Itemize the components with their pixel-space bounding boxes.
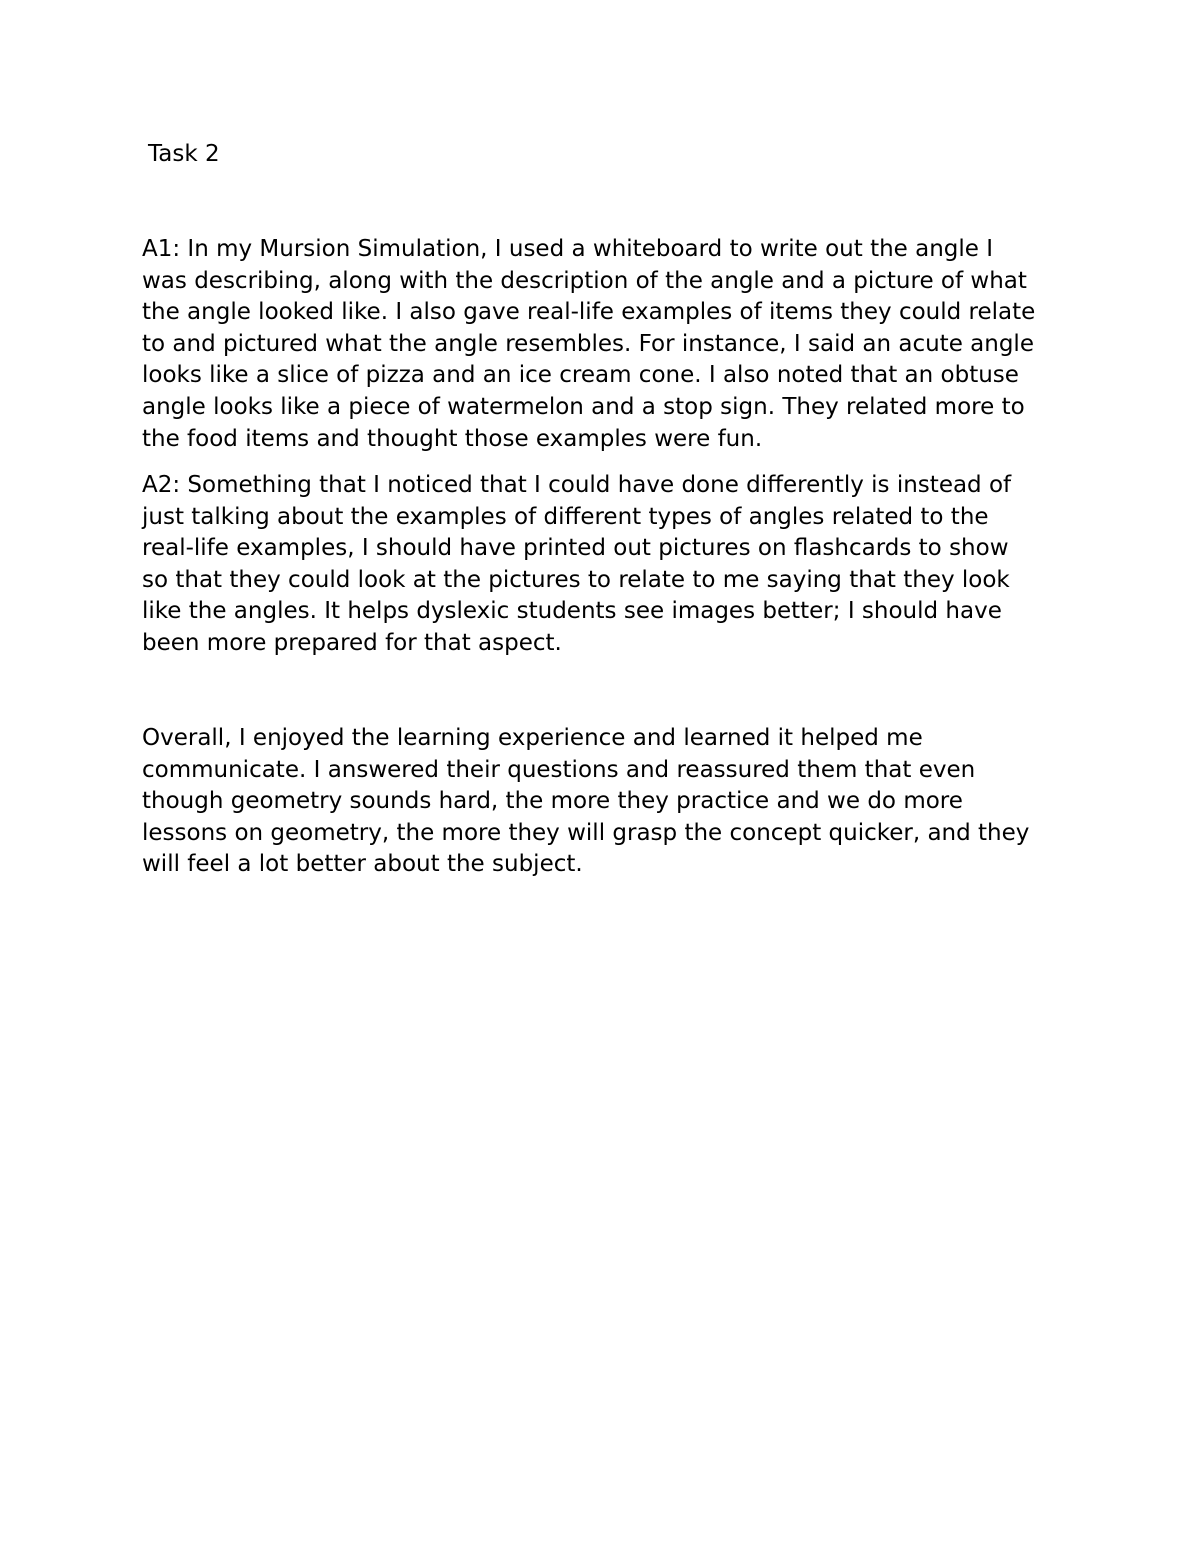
paragraph-line: been more prepared for that aspect.	[142, 629, 562, 656]
paragraph-line: Overall, I enjoyed the learning experience and learned it helped me	[142, 725, 923, 751]
paragraph-line: was describing, along with the description of the angle and a picture of what	[142, 267, 1027, 294]
paragraph-line: the angle looked like. I also gave real-life examples of items they could relate	[142, 299, 1036, 326]
paragraph-a2	[142, 470, 1011, 660]
paragraph-line: like the angles. It helps dyslexic students see images better; I should have	[142, 598, 1002, 625]
paragraph-line: A2: Something that I noticed that I could have done differently is instead of	[142, 472, 1012, 498]
paragraph-line: communicate. I answered their questions and reassured them that even	[142, 756, 976, 783]
paragraph-line: so that they could look at the pictures to relate to me saying that they look	[142, 566, 1010, 593]
paragraph-line: will feel a lot better about the subject.	[142, 851, 583, 878]
paragraph-a1	[142, 234, 1035, 455]
paragraph-line: the food items and thought those examples were fun.	[142, 425, 763, 452]
paragraph-line: A1: In my Mursion Simulation, I used a whiteboard to write out the angle I	[142, 236, 994, 262]
paragraph-line: looks like a slice of pizza and an ice cream cone. I also noted that an obtuse	[142, 362, 1019, 389]
paragraph-overall	[142, 723, 1029, 881]
document-title: Task 2	[148, 141, 220, 167]
paragraph-line: angle looks like a piece of watermelon and a stop sign. They related more to	[142, 393, 1025, 420]
paragraph-line: just talking about the examples of different types of angles related to the	[142, 503, 989, 530]
paragraph-line: real-life examples, I should have printed out pictures on flashcards to show	[142, 535, 1009, 562]
paragraph-line: to and pictured what the angle resembles. For instance, I said an acute angle	[142, 330, 1034, 357]
paragraph-line: though geometry sounds hard, the more they practice and we do more	[142, 788, 963, 815]
paragraph-line: lessons on geometry, the more they will grasp the concept quicker, and they	[142, 819, 1030, 846]
